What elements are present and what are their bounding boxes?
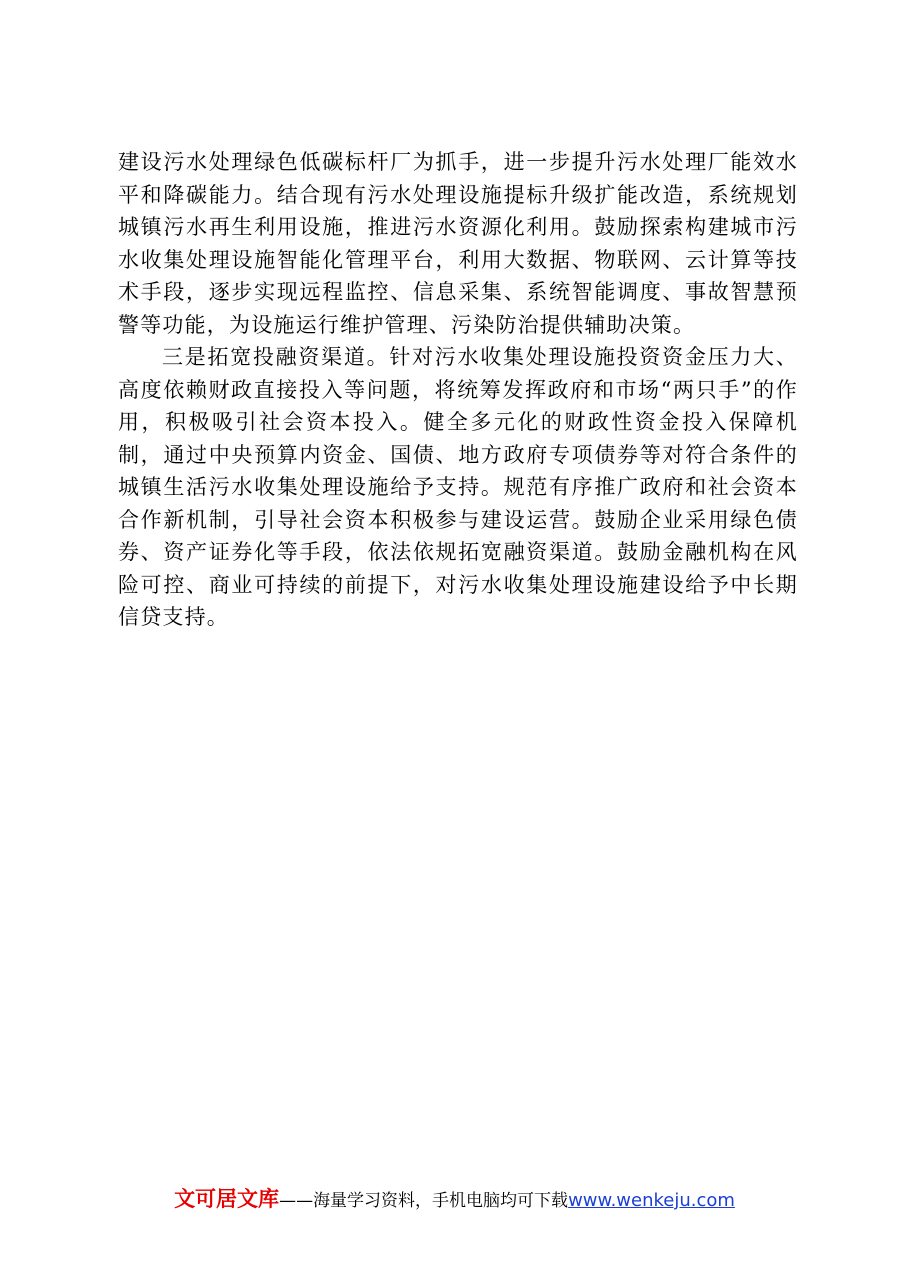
document-body xyxy=(118,146,798,634)
footer-brand: 文可居文库 xyxy=(174,1187,280,1211)
footer-slogan: ——海量学习资料，手机电脑均可下载 xyxy=(279,1191,569,1211)
footer-banner xyxy=(0,1183,909,1213)
paragraph-continuation: 建设污水处理绿色低碳标杆厂为抓手，进一步提升污水处理厂能效水平和降碳能力。结合现有污水处理设施提标升级扩能改造，系统规划城镇污水再生利用设施，推进污水资源化利用。鼓励探索构建城市污水收集处理设施智能化管理平台，利用大数据、物联网、云计算等技术手段，逐步实现远程监控、信息采集、系统智能调度、事故智慧预警等功能，为设施运行维护管理、污染防治提供辅助决策。 xyxy=(118,150,798,337)
paragraph-financing-channels: 三是拓宽投融资渠道。针对污水收集处理设施投资资金压力大、高度依赖财政直接投入等问题，将统筹发挥政府和市场“两只手”的作用，积极吸引社会资本投入。健全多元化的财政性资金投入保障机制，通过中央预算内资金、国债、地方政府专项债券等对符合条件的城镇生活污水收集处理设施给予支持。规范有序推广政府和社会资本合作新机制，引导社会资本积极参与建设运营。鼓励企业采用绿色债券、资产证券化等手段，依法依规拓宽融资渠道。鼓励金融机构在风险可控、商业可持续的前提下，对污水收集处理设施建设给予中长期信贷支持。 xyxy=(118,345,798,629)
footer-site-link[interactable]: www.wenkeju.com xyxy=(568,1190,735,1211)
